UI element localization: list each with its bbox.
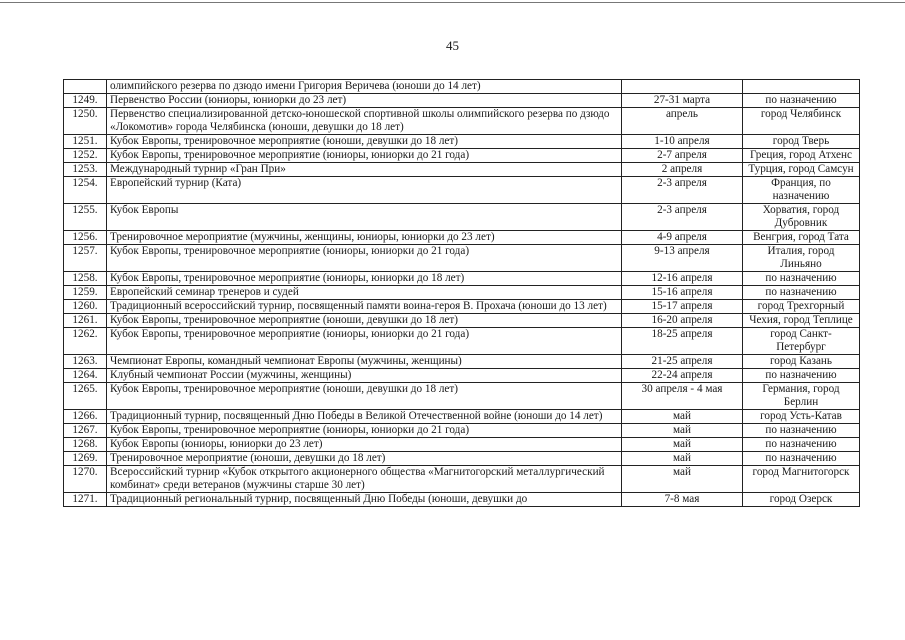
event-place: Турция, город Самсун (743, 163, 860, 177)
row-number: 1249. (64, 94, 107, 108)
event-date: 9-13 апреля (622, 245, 743, 272)
event-date: 30 апреля - 4 мая (622, 383, 743, 410)
table-row (64, 300, 860, 314)
table-row (64, 231, 860, 245)
events-table (63, 79, 860, 507)
event-place: Италия, город Линьяно (743, 245, 860, 272)
row-number: 1262. (64, 328, 107, 355)
event-name: Кубок Европы, тренировочное мероприятие (юноши, девушки до 18 лет) (107, 135, 622, 149)
row-number: 1260. (64, 300, 107, 314)
event-date: 18-25 апреля (622, 328, 743, 355)
event-place: по назначению (743, 286, 860, 300)
event-place: город Санкт-Петербург (743, 328, 860, 355)
event-name: Традиционный турнир, посвященный Дню Победы в Великой Отечественной войне (юноши до 14 лет) (107, 410, 622, 424)
event-place: Германия, город Берлин (743, 383, 860, 410)
event-place (743, 80, 860, 94)
row-number: 1258. (64, 272, 107, 286)
table-row (64, 355, 860, 369)
event-date: 15-17 апреля (622, 300, 743, 314)
event-place: город Тверь (743, 135, 860, 149)
event-place: по назначению (743, 452, 860, 466)
event-date: 21-25 апреля (622, 355, 743, 369)
event-name: Кубок Европы (юниоры, юниорки до 23 лет) (107, 438, 622, 452)
row-number: 1266. (64, 410, 107, 424)
row-number: 1254. (64, 177, 107, 204)
event-date: 1-10 апреля (622, 135, 743, 149)
table-row (64, 272, 860, 286)
event-date: 4-9 апреля (622, 231, 743, 245)
table-row (64, 204, 860, 231)
event-place: город Усть-Катав (743, 410, 860, 424)
event-name: Международный турнир «Гран При» (107, 163, 622, 177)
table-row (64, 163, 860, 177)
event-date: 2-3 апреля (622, 204, 743, 231)
event-name: Кубок Европы, тренировочное мероприятие (юниоры, юниорки до 21 года) (107, 424, 622, 438)
event-place: по назначению (743, 94, 860, 108)
event-place: Франция, по назначению (743, 177, 860, 204)
event-date: 15-16 апреля (622, 286, 743, 300)
row-number: 1256. (64, 231, 107, 245)
event-place: Чехия, город Теплице (743, 314, 860, 328)
event-date: май (622, 424, 743, 438)
event-date: 12-16 апреля (622, 272, 743, 286)
event-name: Чемпионат Европы, командный чемпионат Европы (мужчины, женщины) (107, 355, 622, 369)
row-number: 1252. (64, 149, 107, 163)
event-place: Венгрия, город Тата (743, 231, 860, 245)
event-date: май (622, 466, 743, 493)
event-name: Кубок Европы, тренировочное мероприятие (юниоры, юниорки до 21 года) (107, 149, 622, 163)
table-row (64, 245, 860, 272)
event-place: город Казань (743, 355, 860, 369)
table-row (64, 493, 860, 507)
row-number: 1250. (64, 108, 107, 135)
event-name: Клубный чемпионат России (мужчины, женщины) (107, 369, 622, 383)
event-place: Греция, город Атхенс (743, 149, 860, 163)
event-date: 2-7 апреля (622, 149, 743, 163)
event-place: город Магнитогорск (743, 466, 860, 493)
event-name: Европейский турнир (Ката) (107, 177, 622, 204)
row-number: 1271. (64, 493, 107, 507)
event-name: Первенство России (юниоры, юниорки до 23 лет) (107, 94, 622, 108)
event-place: по назначению (743, 438, 860, 452)
row-number: 1265. (64, 383, 107, 410)
event-date: 2 апреля (622, 163, 743, 177)
event-date: апрель (622, 108, 743, 135)
event-name: Первенство специализированной детско-юношеской спортивной школы олимпийского резерва по дзюдо «Локомотив» города Челябинска (юноши, девушки до 18 лет) (107, 108, 622, 135)
event-name: Тренировочное мероприятие (мужчины, женщины, юниоры, юниорки до 23 лет) (107, 231, 622, 245)
table-row (64, 369, 860, 383)
table-row (64, 94, 860, 108)
table-row (64, 177, 860, 204)
event-date: 22-24 апреля (622, 369, 743, 383)
event-name: Традиционный региональный турнир, посвященный Дню Победы (юноши, девушки до (107, 493, 622, 507)
event-name: Кубок Европы, тренировочное мероприятие (юноши, девушки до 18 лет) (107, 383, 622, 410)
event-name: Кубок Европы, тренировочное мероприятие (юниоры, юниорки до 18 лет) (107, 272, 622, 286)
row-number: 1255. (64, 204, 107, 231)
event-place: Хорватия, город Дубровник (743, 204, 860, 231)
row-number: 1259. (64, 286, 107, 300)
table-row (64, 286, 860, 300)
row-number: 1257. (64, 245, 107, 272)
table-row (64, 383, 860, 410)
table-row (64, 452, 860, 466)
event-date: 7-8 мая (622, 493, 743, 507)
event-place: город Челябинск (743, 108, 860, 135)
event-place: по назначению (743, 272, 860, 286)
event-place: город Озерск (743, 493, 860, 507)
event-name: Европейский семинар тренеров и судей (107, 286, 622, 300)
event-place: по назначению (743, 424, 860, 438)
event-date: 2-3 апреля (622, 177, 743, 204)
event-name: Кубок Европы (107, 204, 622, 231)
table-row (64, 80, 860, 94)
row-number: 1253. (64, 163, 107, 177)
events-table-body (64, 80, 860, 507)
event-name: Традиционный всероссийский турнир, посвященный памяти воина-героя В. Прохача (юноши до 13 лет) (107, 300, 622, 314)
event-name: Кубок Европы, тренировочное мероприятие (юниоры, юниорки до 21 года) (107, 245, 622, 272)
event-name: Всероссийский турнир «Кубок открытого акционерного общества «Магнитогорский металлургический комбинат» среди ветеранов (мужчины старше 30 лет) (107, 466, 622, 493)
row-number: 1263. (64, 355, 107, 369)
row-number: 1267. (64, 424, 107, 438)
table-row (64, 438, 860, 452)
table-row (64, 466, 860, 493)
row-number (64, 80, 107, 94)
event-date: май (622, 410, 743, 424)
event-date: май (622, 452, 743, 466)
table-row (64, 149, 860, 163)
row-number: 1269. (64, 452, 107, 466)
row-number: 1264. (64, 369, 107, 383)
page-number: 45 (446, 38, 459, 53)
event-name: Тренировочное мероприятие (юноши, девушки до 18 лет) (107, 452, 622, 466)
table-row (64, 424, 860, 438)
table-row (64, 108, 860, 135)
event-date: май (622, 438, 743, 452)
event-date (622, 80, 743, 94)
top-rule (0, 2, 905, 3)
event-date: 16-20 апреля (622, 314, 743, 328)
table-row (64, 328, 860, 355)
event-date: 27-31 марта (622, 94, 743, 108)
event-name: Кубок Европы, тренировочное мероприятие (юноши, девушки до 18 лет) (107, 314, 622, 328)
event-place: город Трехгорный (743, 300, 860, 314)
event-name: олимпийского резерва по дзюдо имени Григория Веричева (юноши до 14 лет) (107, 80, 622, 94)
event-place: по назначению (743, 369, 860, 383)
table-row (64, 135, 860, 149)
row-number: 1270. (64, 466, 107, 493)
row-number: 1268. (64, 438, 107, 452)
row-number: 1261. (64, 314, 107, 328)
row-number: 1251. (64, 135, 107, 149)
table-row (64, 314, 860, 328)
table-row (64, 410, 860, 424)
event-name: Кубок Европы, тренировочное мероприятие (юниоры, юниорки до 21 года) (107, 328, 622, 355)
